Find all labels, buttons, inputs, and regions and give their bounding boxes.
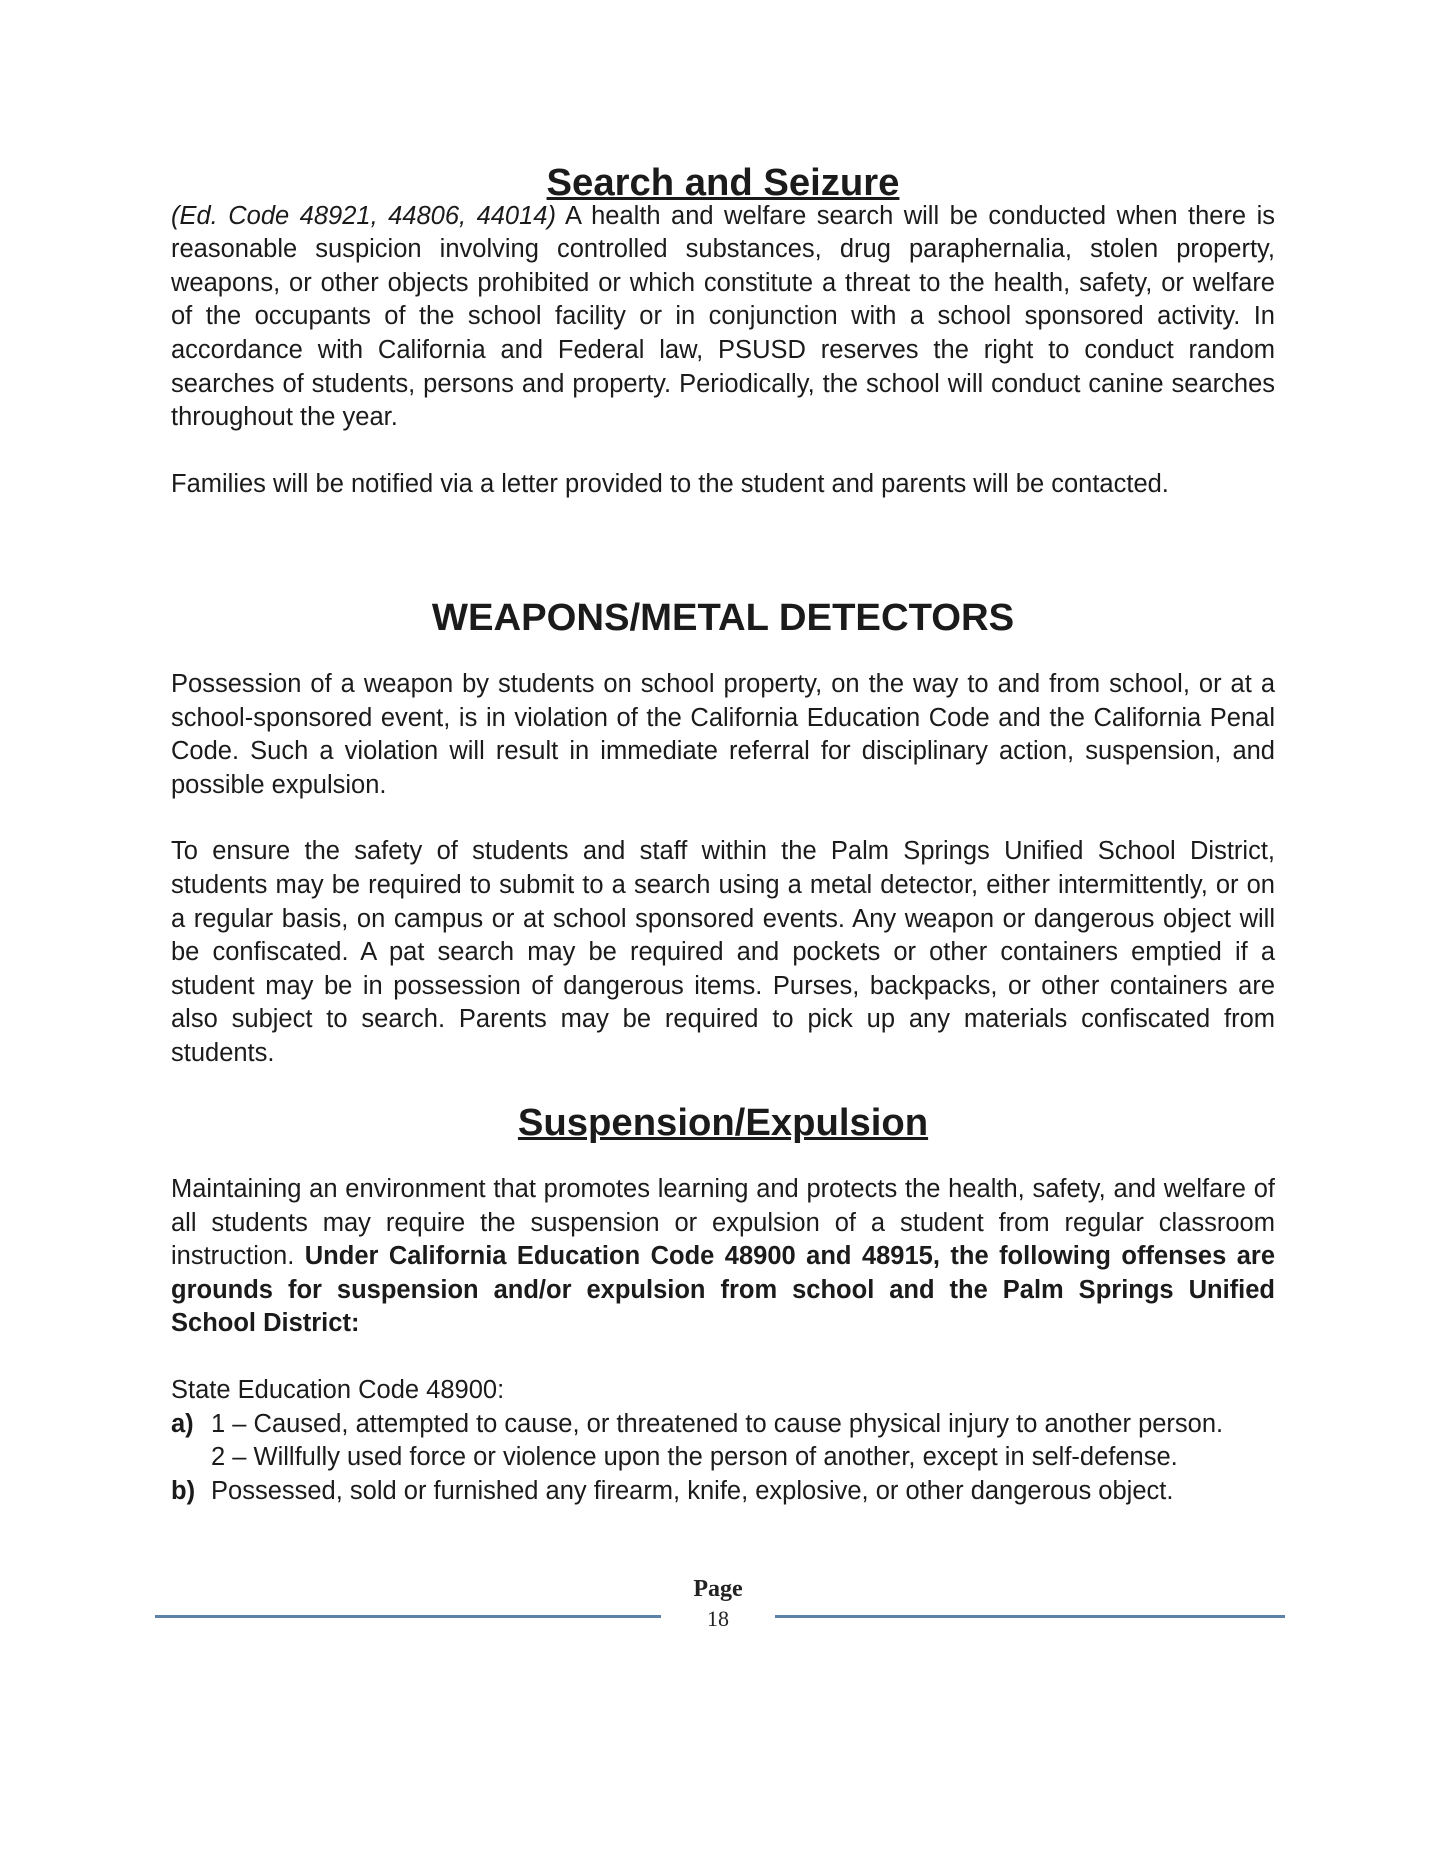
offense-item-a [171,1408,1275,1475]
page-label: Page [693,1576,743,1602]
offense-item-b [171,1475,1275,1509]
list-marker: b) [171,1476,196,1505]
education-code-citation: (Ed. Code 48921, 44806, 44014) [171,201,556,230]
weapons-paragraph-2: To ensure the safety of students and staff within the Palm Springs Unified School District, students may be required to submit to a search using a metal detector, either intermittently, or on a regular basis, on campus or at school sponsored events. Any weapon or dangerous object will be confiscated. A pat search may be required and pockets or other containers emptied if a student may be in possession of dangerous items. Purses, backpacks, or other containers are also subject to search. Parents may be required to pick up any materials confiscated from students. [171,837,1275,1067]
family-notification-paragraph: Families will be notified via a letter provided to the student and parents will be contacted. [171,469,1169,498]
page-number: 18 [707,1606,729,1631]
weapons-paragraph-1: Possession of a weapon by students on school property, on the way to and from school, or at a school-sponsored event, is in violation of the California Education Code and the California Penal Code. Such a violation will result in immediate referral for disciplinary action, suspension, and possible expulsion. [171,669,1275,799]
footer-rule-right [775,1615,1285,1618]
page-footer [0,1570,1440,1640]
suspension-expulsion-heading: Suspension/Expulsion [517,1101,929,1145]
state-code-label: State Education Code 48900: [171,1376,505,1405]
search-seizure-paragraph [171,200,1275,435]
document-page [171,161,1275,1508]
suspension-grounds-text: Under California Education Code 48900 and 48915, the following offenses are grounds for suspension and/or expulsion from school and the Palm Springs Unified School District: [171,1242,1275,1338]
offense-line: 1 – Caused, attempted to cause, or threatened to cause physical injury to another person. [211,1409,1224,1438]
weapons-heading: WEAPONS/METAL DETECTORS [431,596,1015,640]
search-seizure-heading: Search and Seizure [546,161,900,204]
suspension-intro-text: Maintaining an environment that promotes learning and protects the health, safety, and welfare of all students may require the suspension or expulsion of a student from regular classroom instruction. [171,1175,1275,1271]
offense-line: Possessed, sold or furnished any firearm, knife, explosive, or other dangerous object. [211,1476,1174,1505]
footer-rule-left [155,1615,661,1618]
offense-line: 2 – Willfully used force or violence upon the person of another, except in self-defense. [211,1443,1178,1472]
suspension-intro-paragraph [171,1173,1275,1341]
list-marker: a) [171,1409,194,1438]
search-seizure-body: A health and welfare search will be conducted when there is reasonable suspicion involving controlled substances, drug paraphernalia, stolen property, weapons, or other objects prohibited or which constitute a threat to the health, safety, or welfare of the occupants of the school facility or in conjunction with a school sponsored activity. In accordance with California and Federal law, PSUSD reserves the right to conduct random searches of students, persons and property. Periodically, the school will conduct canine searches throughout the year. [171,201,1275,432]
